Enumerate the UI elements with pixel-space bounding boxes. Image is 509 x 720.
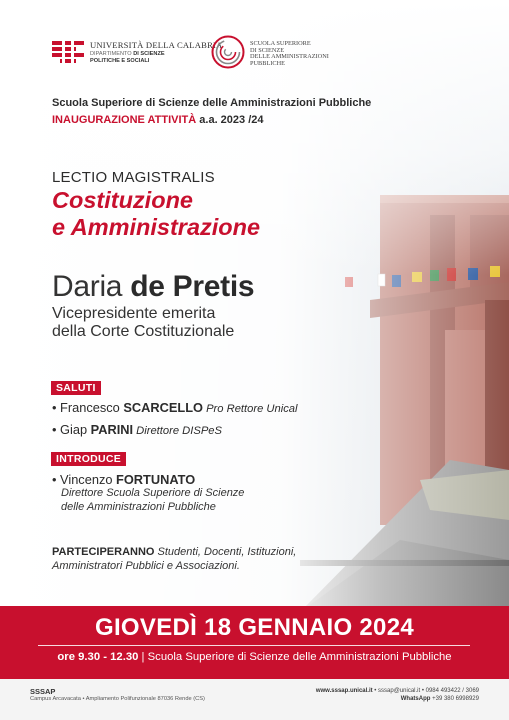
banner-divider: [38, 645, 470, 646]
sssap-spiral-logo-icon: [211, 35, 245, 69]
lecture-kind: LECTIO MAGISTRALIS: [52, 169, 215, 186]
unical-dept-line2: POLITICHE E SOCIALI: [90, 57, 150, 64]
event-venue: Scuola Superiore di Scienze delle Amministrazioni Pubbliche: [147, 651, 452, 663]
unical-dept-bold: DI SCIENZE: [133, 51, 165, 57]
person-role: Pro Rettore Unical: [202, 403, 298, 415]
unical-department: [90, 51, 165, 64]
footer-address: Campus Arcavacata • Ampliamento Polifunzionale 87036 Rende (CS): [30, 696, 205, 702]
participants: [52, 545, 296, 573]
participants-line-1: Studenti, Docenti, Istituzioni,: [154, 546, 297, 558]
bullet: •: [52, 472, 61, 487]
person-last-name: SCARCELLO: [123, 400, 203, 415]
sssap-line-2: DI SCIENZE: [250, 46, 285, 54]
footer-contacts: [316, 688, 479, 694]
person-last-name: PARINI: [90, 422, 134, 437]
footer-email-phone[interactable]: • sssap@unical.it • 0984 493422 / 3069: [372, 688, 479, 694]
lecture-title: [52, 187, 260, 241]
event-time-venue: [0, 651, 509, 663]
unical-logo-icon: [52, 41, 84, 63]
event-date: GIOVEDÌ 18 GENNAIO 2024: [94, 614, 415, 641]
speaker-name: [52, 270, 254, 304]
speaker-first-name: Daria: [52, 270, 131, 303]
unical-name: UNIVERSITÀ DELLA CALABRIA: [90, 40, 223, 50]
sssap-line-4: PUBBLICHE: [250, 59, 285, 67]
whatsapp-number[interactable]: +39 380 6998929: [430, 696, 479, 702]
bullet: •: [52, 400, 61, 415]
person-role: Direttore DISPeS: [133, 425, 222, 437]
speaker-role-line-1: Vicepresidente emerita: [52, 305, 216, 322]
person-last-name: FORTUNATO: [116, 472, 196, 487]
sssap-line-1: SCUOLA SUPERIORE: [250, 40, 311, 47]
participants-label: PARTECIPERANNO: [52, 546, 155, 558]
speaker-last-name: de Pretis: [130, 270, 255, 303]
saluti-person-1: [52, 400, 298, 415]
introduce-person: [52, 472, 195, 487]
person-first-name: Giap: [60, 422, 91, 437]
saluti-person-2: [52, 422, 222, 437]
footer-website-link[interactable]: www.sssap.unical.it: [315, 688, 373, 694]
unical-dept-prefix: DIPARTIMENTO: [90, 51, 134, 57]
saluti-badge: SALUTI: [51, 381, 101, 395]
lecture-title-line-1: Costituzione: [52, 187, 193, 213]
event-separator: |: [138, 651, 148, 663]
person-first-name: Francesco: [60, 400, 124, 415]
speaker-role-line-2: della Corte Costituzionale: [52, 323, 235, 340]
whatsapp-label: WhatsApp: [400, 696, 431, 702]
speaker-role: [52, 305, 234, 341]
event-time: ore 9.30 - 12.30: [57, 651, 139, 663]
school-name: Scuola Superiore di Scienze delle Amministrazioni Pubbliche: [52, 97, 372, 109]
person-first-name: Vincenzo: [60, 472, 117, 487]
bullet: •: [52, 422, 61, 437]
introduce-person-role: [61, 486, 244, 514]
introduce-role-line-1: Direttore Scuola Superiore di Scienze: [61, 487, 245, 499]
footer-whatsapp: [401, 696, 479, 702]
inauguration-line: [52, 114, 264, 126]
introduce-badge: INTRODUCE: [51, 452, 126, 466]
inauguration-label: INAUGURAZIONE ATTIVITÀ: [52, 114, 197, 126]
footer-org-name: SSSAP: [30, 687, 56, 696]
lecture-title-line-2: e Amministrazione: [52, 214, 261, 240]
sssap-logo-text: [250, 41, 329, 67]
sssap-line-3: DELLE AMMINISTRAZIONI: [250, 53, 329, 61]
introduce-role-line-2: delle Amministrazioni Pubbliche: [61, 501, 216, 513]
academic-year: a.a. 2023 /24: [196, 114, 264, 126]
participants-line-2: Amministratori Pubblici e Associazioni.: [52, 560, 240, 572]
